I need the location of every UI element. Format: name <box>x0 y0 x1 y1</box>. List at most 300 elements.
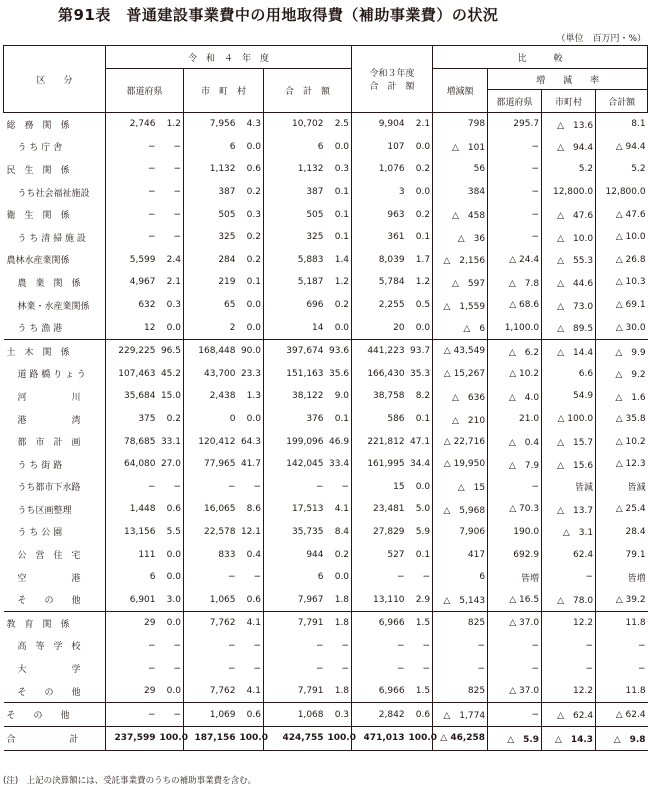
table-cell: △ 36 <box>433 226 488 249</box>
table-cell: 0.1 <box>326 203 352 226</box>
row-label: 都 市 計 画 <box>4 430 106 453</box>
table-cell: 1.2 <box>158 113 184 136</box>
table-cell: △ 30.0 <box>615 322 646 333</box>
table-cell: △ 7.8 <box>488 271 542 294</box>
table-cell: 0.0 <box>326 316 352 339</box>
table-row <box>4 476 648 499</box>
row-label: 空 港 <box>4 566 106 589</box>
table-cell: − <box>488 203 542 226</box>
table-cell: 5,599 <box>129 254 156 265</box>
row-label: 衛 生 関 係 <box>4 203 106 226</box>
table-cell: 0.1 <box>238 271 264 294</box>
table-cell: − <box>638 640 646 651</box>
table-cell: 7,791 <box>297 686 324 697</box>
table-cell: − <box>326 635 352 658</box>
table-cell: 0.0 <box>407 136 433 159</box>
table-cell: − <box>238 566 264 589</box>
table-cell: △ 70.3 <box>488 498 542 521</box>
table-cell: 78,685 <box>124 436 156 447</box>
table-row <box>4 316 648 339</box>
table-cell: △ 7.9 <box>488 453 542 476</box>
table-cell: △ 15.6 <box>542 453 596 476</box>
table-cell: 221,812 <box>367 436 405 447</box>
table-row <box>4 680 648 703</box>
table-cell: △ 10.2 <box>615 436 646 447</box>
table-cell: 696 <box>306 300 324 311</box>
table-cell: − <box>488 226 542 249</box>
table-cell: 8.4 <box>326 521 352 544</box>
table-cell: 0.0 <box>407 181 433 204</box>
table-cell: − <box>488 158 542 181</box>
table-cell: 12.2 <box>542 612 596 635</box>
table-cell: 397,674 <box>264 339 326 362</box>
row-label: う ち 清 掃 施 設 <box>4 226 106 249</box>
table-cell: 0.2 <box>158 408 184 431</box>
table-cell: 47.1 <box>407 430 433 453</box>
table-cell: △ 15 <box>433 476 488 499</box>
row-label: 林業・水産業関係 <box>4 294 106 317</box>
table-cell: △ 62.4 <box>596 703 648 727</box>
table-row <box>4 566 648 589</box>
table-cell: 7,956 <box>209 119 236 130</box>
table-cell: 384 <box>433 181 488 204</box>
table-cell: − <box>158 158 184 181</box>
table-cell: 33.1 <box>158 430 184 453</box>
table-cell: △ 15.7 <box>542 430 596 453</box>
table-cell: 23.3 <box>238 363 264 386</box>
table-cell: 199,096 <box>286 436 324 447</box>
table-cell: △ 597 <box>433 271 488 294</box>
header-sub-shichoson: 市町村 <box>542 90 596 113</box>
table-cell: − <box>433 657 488 680</box>
table-cell: 1.8 <box>326 680 352 703</box>
table-cell: 5.2 <box>631 164 646 175</box>
table-cell: △ 9.8 <box>596 727 648 751</box>
table-cell: 0.1 <box>326 181 352 204</box>
table-cell: − <box>147 164 156 175</box>
table-cell: △ 458 <box>433 203 488 226</box>
table-cell: 505 <box>218 209 236 220</box>
header-kubun: 区 分 <box>4 46 106 113</box>
table-cell: △ 1.6 <box>615 392 646 403</box>
table-cell: − <box>326 476 352 499</box>
table-cell: 46.9 <box>326 430 352 453</box>
table-cell: 107,463 <box>118 368 156 379</box>
table-cell: △ 73.0 <box>542 294 596 317</box>
table-row <box>4 203 648 226</box>
table-cell: 944 <box>306 549 324 560</box>
table-cell: 0.5 <box>407 294 433 317</box>
table-cell: 64,080 <box>124 459 156 470</box>
table-row <box>4 612 648 635</box>
table-cell: 120,412 <box>198 436 236 447</box>
row-label: 土 木 関 係 <box>4 339 106 362</box>
row-label: 教 育 関 係 <box>4 612 106 635</box>
table-cell: − <box>315 481 324 492</box>
table-cell: △ 0.4 <box>488 430 542 453</box>
table-cell: 0.4 <box>238 543 264 566</box>
table-cell: 15.0 <box>158 385 184 408</box>
table-cell: 0.2 <box>326 294 352 317</box>
table-cell: 0.0 <box>326 566 352 589</box>
table-cell: 0.0 <box>238 316 264 339</box>
table-cell: 1,132 <box>209 164 236 175</box>
table-cell: 4.1 <box>238 680 264 703</box>
table-cell: 1.7 <box>407 249 433 272</box>
table-row <box>4 339 648 362</box>
table-cell: 187,156 <box>184 727 238 751</box>
table-row <box>4 158 648 181</box>
table-cell: 13,110 <box>373 594 405 605</box>
header-r3-line1: 令和３年度 <box>369 69 415 79</box>
header-zougen-ritsu: 増 減 率 <box>488 69 648 90</box>
table-cell: △ 9.9 <box>596 339 648 362</box>
row-label: うち区画整理 <box>4 498 106 521</box>
table-cell: △ 47.6 <box>615 209 646 220</box>
table-cell: 7,762 <box>184 612 238 635</box>
table-cell: 62.4 <box>542 543 596 566</box>
header-zougen-gaku: 増減額 <box>433 69 488 113</box>
table-cell: − <box>147 663 156 674</box>
row-label: 大 学 <box>4 657 106 680</box>
row-label: うち社会福祉施設 <box>4 181 106 204</box>
table-row <box>4 294 648 317</box>
table-cell: 0.6 <box>238 158 264 181</box>
table-cell: − <box>106 703 158 727</box>
table-cell: − <box>397 572 405 583</box>
table-cell: 6,966 <box>352 612 407 635</box>
row-label: う ち 公 園 <box>4 521 106 544</box>
table-cell: 17,513 <box>292 504 324 515</box>
table-cell: 417 <box>433 543 488 566</box>
table-cell: △ 24.4 <box>488 249 542 272</box>
table-cell: △ 10.2 <box>488 363 542 386</box>
table-cell: 5,883 <box>297 254 324 265</box>
header-r3-line2: 合 計 額 <box>369 82 415 92</box>
table-cell: 7,906 <box>433 521 488 544</box>
table-cell: △ 69.1 <box>615 300 646 311</box>
table-cell: 12.2 <box>542 680 596 703</box>
table-cell: 4.1 <box>238 612 264 635</box>
table-cell: 38,758 <box>373 391 405 402</box>
table-cell: △ 14.4 <box>542 339 596 362</box>
table-cell: △ 15,267 <box>433 363 488 386</box>
table-cell: 12,800.0 <box>605 187 646 198</box>
table-cell: △ 37.0 <box>488 612 542 635</box>
table-cell: − <box>147 209 156 220</box>
table-cell: 13,156 <box>124 526 156 537</box>
table-cell: 2 <box>229 322 236 333</box>
table-cell: − <box>407 566 433 589</box>
table-cell: 1.4 <box>326 249 352 272</box>
table-cell: − <box>638 663 646 674</box>
table-row <box>4 703 648 727</box>
row-label: 道 路 橋 り ょ う <box>4 363 106 386</box>
table-cell: △ 636 <box>433 385 488 408</box>
table-cell: △ 78.0 <box>542 588 596 611</box>
table-cell: △ 26.8 <box>615 254 646 265</box>
table-cell: 77,965 <box>204 459 236 470</box>
table-cell: 0.3 <box>238 203 264 226</box>
table-cell: 21.0 <box>488 408 542 431</box>
table-row <box>4 113 648 136</box>
table-cell: △ 14.3 <box>542 727 596 751</box>
table-cell: 8.6 <box>238 498 264 521</box>
table-cell: − <box>488 635 542 658</box>
row-label: 農林水産業関係 <box>4 249 106 272</box>
table-cell: 1,132 <box>297 164 324 175</box>
row-label: 高 等 学 校 <box>4 635 106 658</box>
table-cell: 424,755 <box>264 727 326 751</box>
row-label: う ち 庁 舎 <box>4 136 106 159</box>
table-cell: 325 <box>218 232 236 243</box>
table-cell: 56 <box>433 158 488 181</box>
row-label: 総 務 関 係 <box>4 113 106 136</box>
table-cell: 0.6 <box>158 498 184 521</box>
table-cell: 0.1 <box>407 543 433 566</box>
table-cell: 0.6 <box>238 588 264 611</box>
table-cell: 387 <box>218 187 236 198</box>
table-cell: 798 <box>433 113 488 136</box>
table-cell: 33.4 <box>326 453 352 476</box>
table-cell: 0.0 <box>158 543 184 566</box>
table-cell: 20 <box>393 322 405 333</box>
table-cell: − <box>227 572 236 583</box>
table-cell: − <box>158 657 184 680</box>
table-cell: 93.7 <box>407 339 433 362</box>
table-cell: 0.3 <box>326 703 352 727</box>
table-cell: 0.1 <box>326 408 352 431</box>
table-cell: 1.3 <box>238 385 264 408</box>
table-cell: △ 94.4 <box>542 136 596 159</box>
table-cell: 1,069 <box>184 703 238 727</box>
table-row <box>4 657 648 680</box>
table-cell: − <box>433 635 488 658</box>
header-r4: 令 和 ４ 年 度 <box>106 46 352 69</box>
table-cell: 833 <box>218 549 236 560</box>
table-cell: − <box>158 136 184 159</box>
table-cell: 0.2 <box>238 181 264 204</box>
table-cell: 5.0 <box>407 498 433 521</box>
table-cell: 100.0 <box>238 727 264 751</box>
table-cell: 43,700 <box>204 368 236 379</box>
table-cell: − <box>227 481 236 492</box>
table-cell: 6 <box>317 572 324 583</box>
table-row <box>4 385 648 408</box>
table-cell: 0.3 <box>158 294 184 317</box>
table-cell: 14 <box>312 322 324 333</box>
table-cell: △ 10.0 <box>615 232 646 243</box>
table-cell: 4.1 <box>326 498 352 521</box>
table-cell: △ 1,774 <box>433 703 488 727</box>
row-label: 河 川 <box>4 385 106 408</box>
table-cell: − <box>147 232 156 243</box>
table-cell: 168,448 <box>184 339 238 362</box>
table-cell: − <box>238 635 264 658</box>
row-label: そ の 他 <box>4 680 106 703</box>
table-cell: 6,966 <box>378 686 405 697</box>
table-cell: 7,967 <box>297 594 324 605</box>
table-cell: 12 <box>144 322 156 333</box>
table-row <box>4 271 648 294</box>
table-row <box>4 588 648 611</box>
table-cell: △ 10.3 <box>615 277 646 288</box>
table-cell: − <box>488 703 542 727</box>
table-cell: △ 10.0 <box>542 226 596 249</box>
table-cell: 963 <box>387 209 405 220</box>
table-cell: 22,578 <box>204 526 236 537</box>
header-shichoson: 市 町 村 <box>184 69 264 113</box>
table-cell: 1.2 <box>326 271 352 294</box>
table-cell: 1,448 <box>129 504 156 515</box>
table-cell: 11.8 <box>625 686 646 697</box>
table-cell: 27.0 <box>158 453 184 476</box>
table-cell: − <box>397 663 405 674</box>
table-cell: 5.2 <box>542 158 596 181</box>
table-cell: − <box>542 635 596 658</box>
table-cell: 1,100.0 <box>488 316 542 339</box>
table-cell: 375 <box>138 414 156 425</box>
table-cell: △ 19,950 <box>433 453 488 476</box>
footnote: (注) 上記の決算額には、受託事業費のうちの補助事業費を含む。 <box>3 776 257 786</box>
table-row <box>4 408 648 431</box>
table-cell: △ 5,968 <box>433 498 488 521</box>
table-cell: 0.2 <box>407 203 433 226</box>
table-cell: 1,076 <box>378 164 405 175</box>
table-cell: △ 6 <box>433 316 488 339</box>
table-cell: 29 <box>106 612 158 635</box>
table-cell: △ 68.6 <box>488 294 542 317</box>
table-cell: △ 13.6 <box>542 113 596 136</box>
table-cell: − <box>238 657 264 680</box>
row-label: 民 生 関 係 <box>4 158 106 181</box>
table-cell: 0.6 <box>407 703 433 727</box>
table-cell: 284 <box>218 254 236 265</box>
table-cell: 1.8 <box>326 612 352 635</box>
table-cell: △ 6.2 <box>488 339 542 362</box>
table-cell: − <box>227 663 236 674</box>
table-cell: △ 47.6 <box>542 203 596 226</box>
header-sub-todofuken: 都道府県 <box>488 90 542 113</box>
header-todofuken: 都道府県 <box>106 69 184 113</box>
unit-note: （単位 百万円・%） <box>556 34 646 44</box>
table-cell: − <box>488 181 542 204</box>
table-cell: 0.1 <box>326 226 352 249</box>
table-cell: 6,901 <box>129 594 156 605</box>
table-row <box>4 635 648 658</box>
table-cell: − <box>158 181 184 204</box>
table-cell: 9,904 <box>378 119 405 130</box>
table-cell: 皆増 <box>627 573 646 584</box>
table-cell: 161,995 <box>367 459 405 470</box>
table-cell: 12,800.0 <box>542 181 596 204</box>
table-cell: − <box>542 566 596 589</box>
table-cell: − <box>147 481 156 492</box>
table-cell: 229,225 <box>106 339 158 362</box>
table-cell: △ 43,549 <box>433 339 488 362</box>
table-cell: 471,013 <box>352 727 407 751</box>
table-cell: △ 13.7 <box>542 498 596 521</box>
table-cell: 6 <box>229 141 236 152</box>
table-cell: 586 <box>387 414 405 425</box>
table-row <box>4 226 648 249</box>
table-cell: 2.1 <box>407 113 433 136</box>
header-sub-goukei: 合計額 <box>596 90 648 113</box>
table-cell: 28.4 <box>625 526 646 537</box>
table-cell: △ 89.5 <box>542 316 596 339</box>
table-cell: △ 22,716 <box>433 430 488 453</box>
table-cell: 0.0 <box>407 476 433 499</box>
table-cell: 527 <box>387 549 405 560</box>
table-cell: 0.6 <box>238 703 264 727</box>
table-cell: − <box>158 226 184 249</box>
table-cell: 100.0 <box>158 727 184 751</box>
table-cell: △ 3.1 <box>542 521 596 544</box>
row-label: そ の 他 <box>4 588 106 611</box>
table-cell: 5,784 <box>378 277 405 288</box>
table-row <box>4 521 648 544</box>
table-cell: 2.9 <box>407 588 433 611</box>
table-row <box>4 498 648 521</box>
table-cell: △ 44.6 <box>542 271 596 294</box>
table-cell: 2.5 <box>326 113 352 136</box>
table-cell: − <box>407 657 433 680</box>
table-cell: − <box>227 640 236 651</box>
table-cell: 3.0 <box>158 588 184 611</box>
table-cell: △ 5,143 <box>433 588 488 611</box>
table-cell: 2,842 <box>352 703 407 727</box>
table-cell: 0.0 <box>238 294 264 317</box>
table-cell: − <box>147 141 156 152</box>
table-cell: 27,829 <box>373 526 405 537</box>
table-cell: 15 <box>393 481 405 492</box>
table-cell: 0.2 <box>407 158 433 181</box>
row-label: う ち 街 路 <box>4 453 106 476</box>
table-cell: 93.6 <box>326 339 352 362</box>
header-r3 <box>352 46 433 113</box>
table-cell: 100.0 <box>407 727 433 751</box>
table-cell: 0.0 <box>158 566 184 589</box>
table-cell: 2,255 <box>378 300 405 311</box>
table-cell: 35.3 <box>407 363 433 386</box>
table-cell: 34.4 <box>407 453 433 476</box>
row-label: 農 業 関 係 <box>4 271 106 294</box>
table-cell: 441,223 <box>352 339 407 362</box>
table-cell: 8.2 <box>407 385 433 408</box>
table-cell: 692.9 <box>488 543 542 566</box>
table-cell: 237,599 <box>106 727 158 751</box>
table-cell: 6 <box>149 572 156 583</box>
land-acquisition-table <box>3 45 648 751</box>
table-cell: 632 <box>138 300 156 311</box>
table-cell: 219 <box>218 277 236 288</box>
table-cell: 0.0 <box>238 136 264 159</box>
table-cell: 387 <box>306 187 324 198</box>
table-row <box>4 249 648 272</box>
table-cell: 皆減 <box>542 476 596 499</box>
table-cell: − <box>238 476 264 499</box>
table-total-row <box>4 727 648 751</box>
table-cell: 79.1 <box>625 549 646 560</box>
table-cell: △ 62.4 <box>542 703 596 727</box>
table-cell: 35,735 <box>292 526 324 537</box>
table-cell: 0.2 <box>238 249 264 272</box>
table-cell: − <box>326 657 352 680</box>
table-cell: 142,045 <box>286 459 324 470</box>
table-cell: 107 <box>387 141 405 152</box>
table-row <box>4 181 648 204</box>
table-cell: − <box>147 640 156 651</box>
